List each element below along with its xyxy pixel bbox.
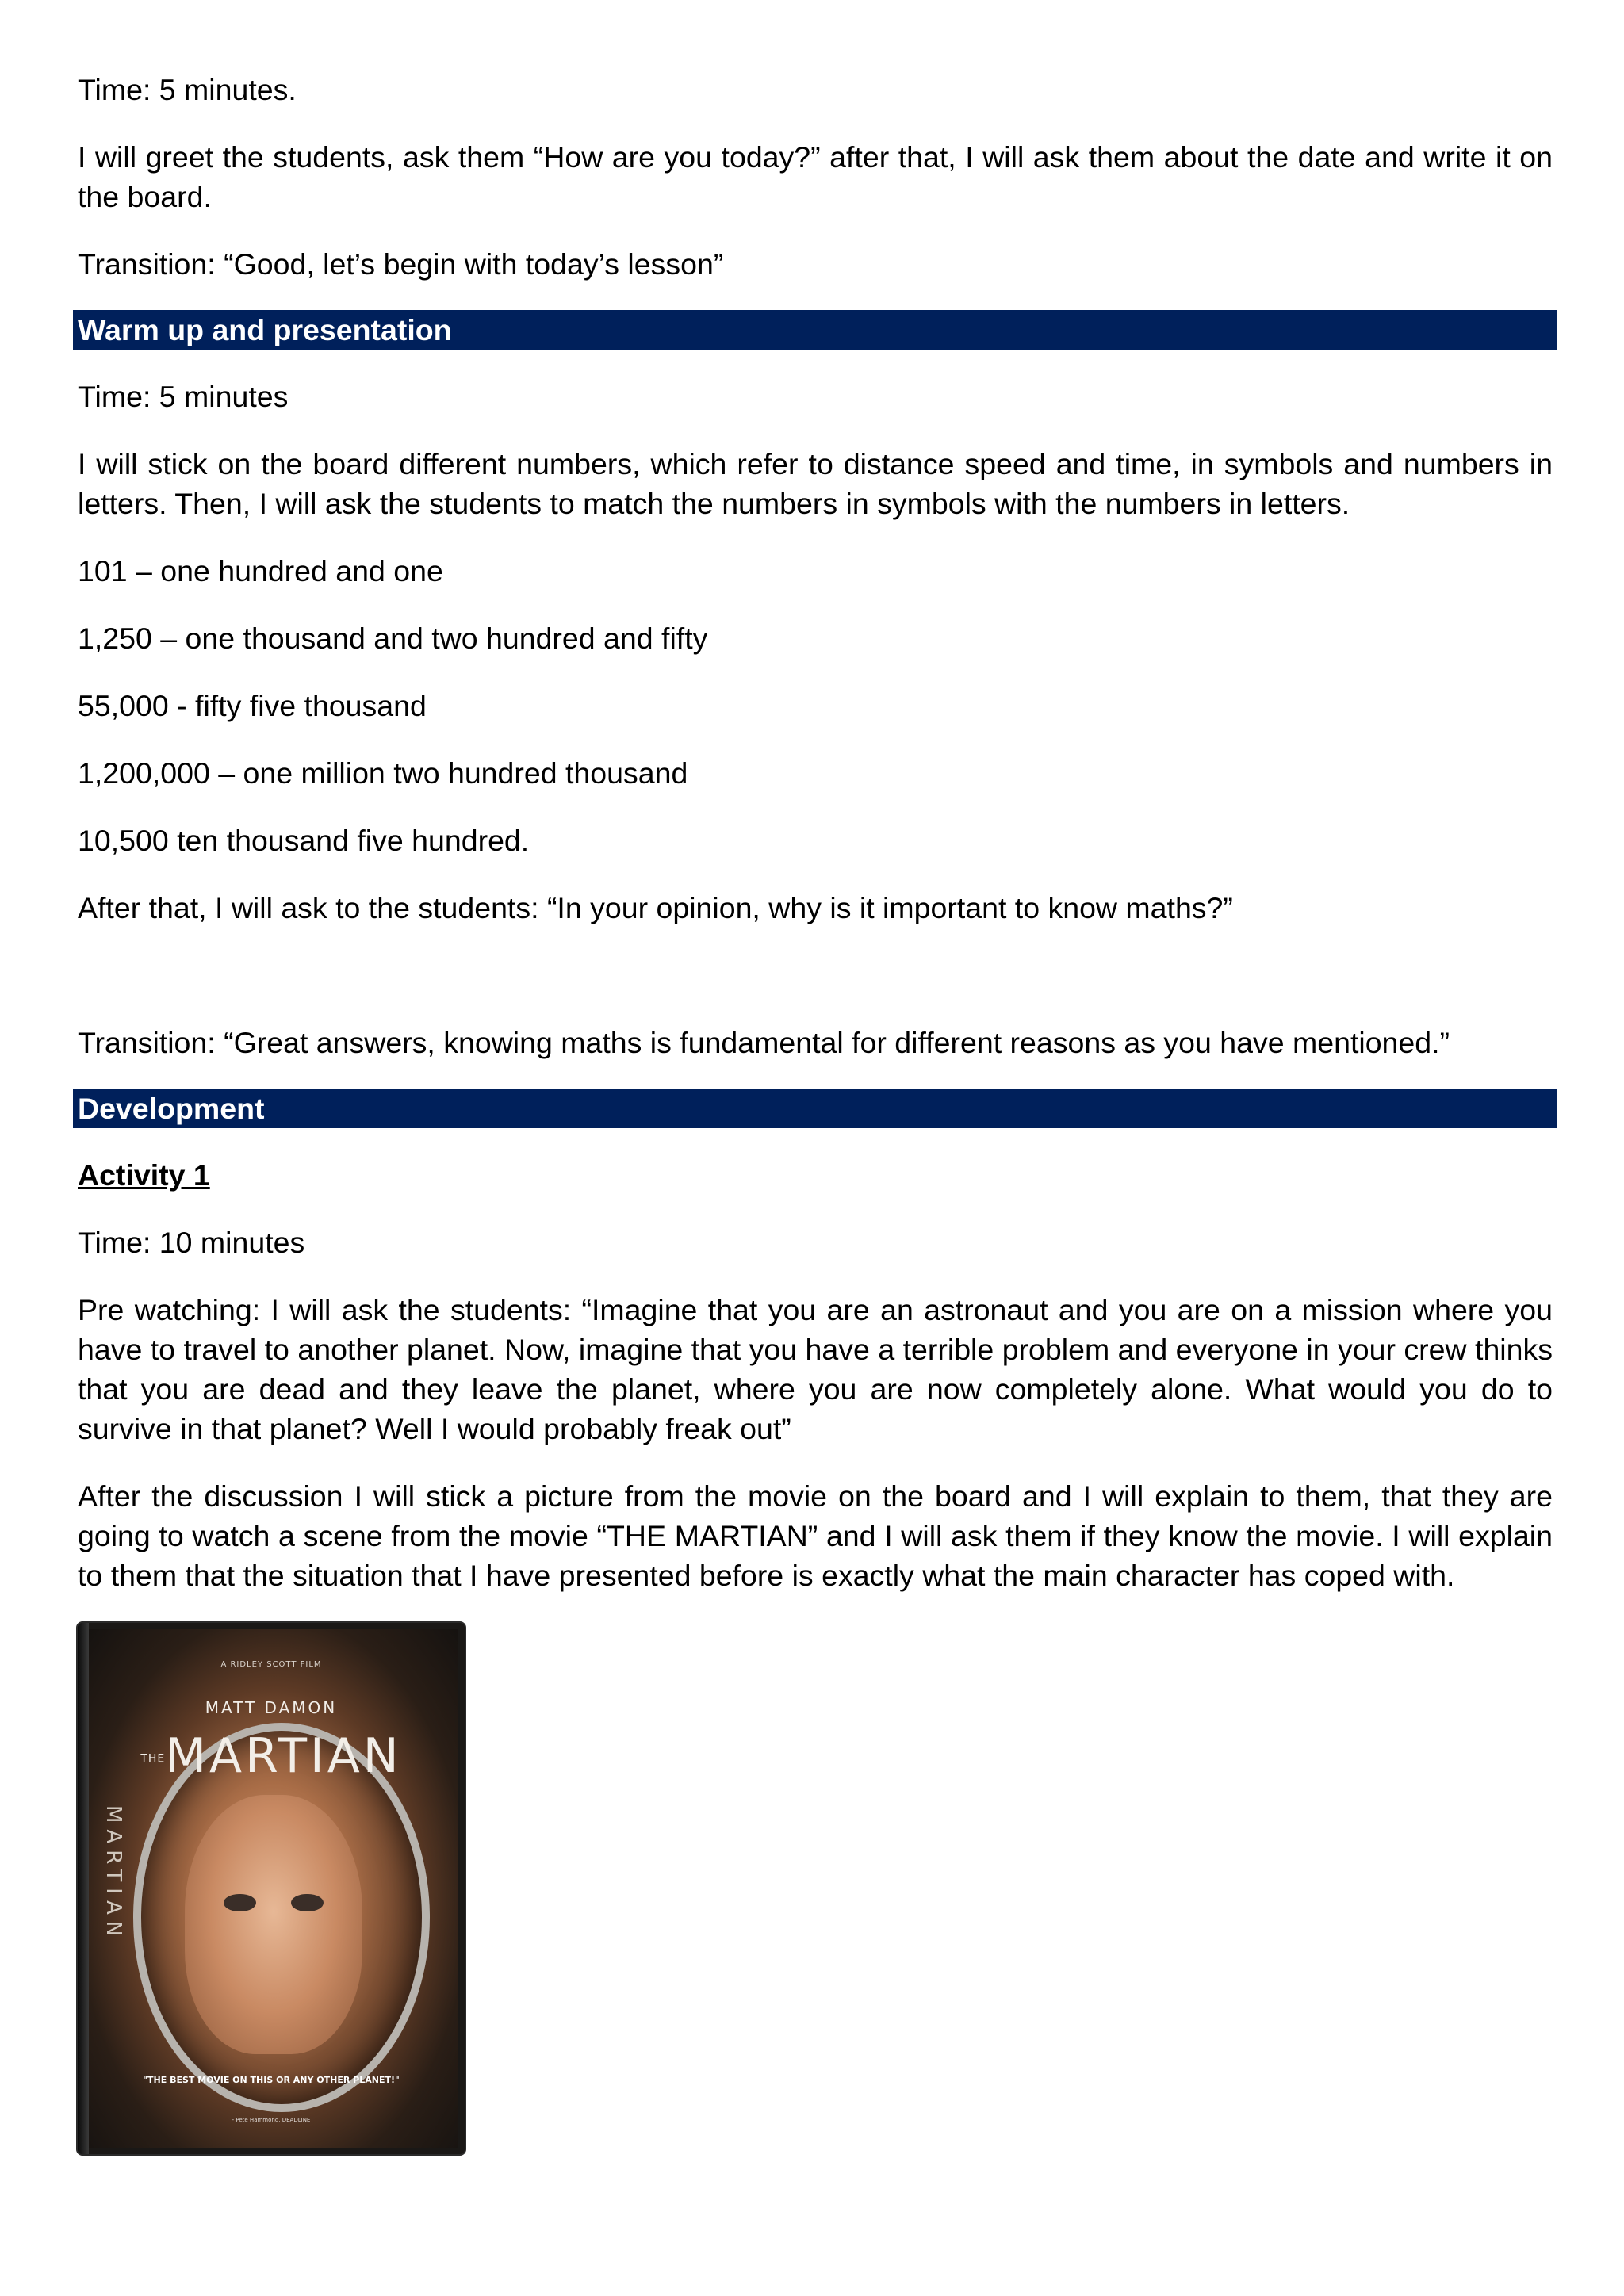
- activity-time: Time: 10 minutes: [78, 1226, 305, 1259]
- activity-title: Activity 1: [78, 1158, 210, 1192]
- poster-header: [78, 1645, 465, 1784]
- face-shape: [185, 1795, 362, 2054]
- intro-transition: Transition: “Good, let’s begin with today’s lesson”: [78, 247, 724, 281]
- intro-greeting: I will greet the students, ask them “How are you today?” after that, I will ask them about the date and write it on the board.: [78, 140, 1553, 213]
- section-header-warmup: Warm up and presentation: [73, 310, 1557, 350]
- warmup-question: After that, I will ask to the students: “In your opinion, why is it important to know maths?”: [78, 891, 1233, 924]
- after-discussion-text: After the discussion I will stick a picture from the movie on the board and I will explain to them, that they are going to watch a scene from the movie “THE MARTIAN” and I will ask them if they know the movie. I will explain to them that the situation that I have presented before is exactly what the main character has coped with.: [78, 1479, 1553, 1592]
- right-eye: [291, 1894, 323, 1912]
- poster-quote: [78, 2061, 465, 2140]
- movie-poster-image: [78, 1623, 465, 2154]
- number-item-5: 10,500 ten thousand five hundred.: [78, 824, 530, 857]
- number-item-2: 1,250 – one thousand and two hundred and fifty: [78, 622, 708, 655]
- warmup-transition: Transition: “Great answers, knowing maths is fundamental for different reasons as you have mentioned.”: [78, 1026, 1450, 1059]
- poster-actor: MATT DAMON: [205, 1698, 338, 1717]
- poster-quote-source: - Pete Hammond, DEADLINE: [232, 2117, 311, 2123]
- lesson-plan-content: [78, 70, 1553, 2154]
- number-item-1: 101 – one hundred and one: [78, 554, 443, 587]
- warmup-instructions: I will stick on the board different numbers, which refer to distance speed and time, in symbols and numbers in letters. Then, I will ask the students to match the numbers in symbols with the numbers in letters.: [78, 447, 1553, 520]
- pre-watching-text: Pre watching: I will ask the students: “Imagine that you are an astronaut and you are on a mission where you have to travel to another planet. Now, imagine that you have a terrible problem and everyone in your crew thinks that you are dead and they leave the planet, where you are now completely alone. What would you do to survive in that planet? Well I would probably freak out”: [78, 1293, 1553, 1445]
- poster-title-prefix: THE: [140, 1752, 166, 1766]
- number-item-4: 1,200,000 – one million two hundred thousand: [78, 756, 688, 790]
- poster-title: [78, 1728, 465, 1784]
- poster-title-main: MARTIAN: [165, 1728, 402, 1784]
- poster-quote-text: "THE BEST MOVIE ON THIS OR ANY OTHER PLANET!": [143, 2075, 400, 2085]
- poster-spine-title: MARTIAN: [102, 1805, 125, 1943]
- warmup-time: Time: 5 minutes: [78, 380, 289, 413]
- intro-time: Time: 5 minutes.: [78, 73, 297, 106]
- poster-credit: A RIDLEY SCOTT FILM: [220, 1660, 322, 1669]
- section-header-development: Development: [73, 1089, 1557, 1128]
- left-eye: [224, 1894, 255, 1912]
- number-item-3: 55,000 - fifty five thousand: [78, 689, 427, 722]
